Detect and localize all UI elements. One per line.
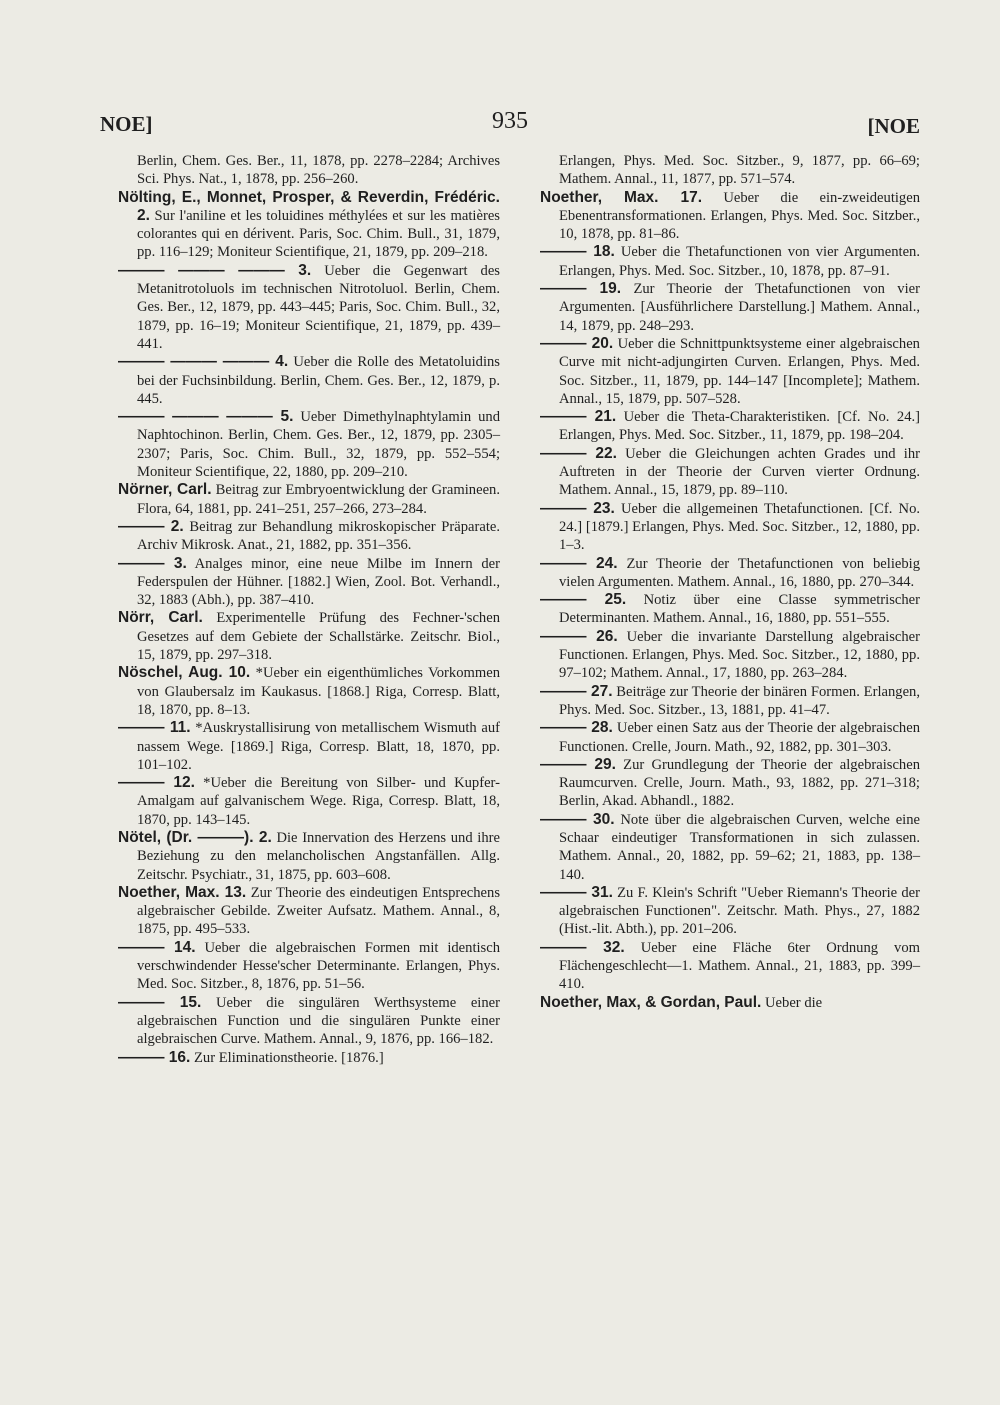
bibliography-entry [540, 408, 920, 445]
bibliography-entry [540, 445, 920, 500]
entry-lead: ——— 15. [118, 993, 202, 1011]
entry-lead: Noether, Max. 17. [540, 188, 703, 206]
entry-lead: Noether, Max. 13. [118, 883, 247, 901]
bibliography-entry [540, 719, 920, 756]
entry-lead: ——— 19. [540, 280, 622, 298]
page-number: 935 [492, 108, 528, 134]
bibliography-entry [540, 591, 920, 628]
bibliography-entry [540, 884, 920, 939]
entry-lead: ——— 31. [540, 883, 613, 901]
bibliography-entry [540, 500, 920, 555]
entry-text: Zu F. Klein's Schrift "Ueber Riemann's Theorie der algebraischen Functionen". Zeitschr. Math. Phys., 27, 1882 (Hist.-lit. Abth.), pp. 201–206. [559, 884, 920, 938]
bibliography-entry [118, 518, 500, 555]
bibliography-entry [540, 939, 920, 994]
entry-lead: Nörr, Carl. [118, 609, 203, 627]
entry-text: Analges minor, eine neue Milbe im Innern der Federspulen der Hühner. [1882.] Wien, Zool. Bot. Verhandl., 32, 1883 (Abh.), pp. 387–410. [137, 555, 500, 609]
entry-text: Ueber die Gleichungen achten Grades und ihr Auftreten in der Theorie der Curven vierter Ordnung. Mathem. Annal., 15, 1879, pp. 89–110. [559, 445, 920, 499]
entry-text: Ueber die allgemeinen Thetafunctionen. [Cf. No. 24.] [1879.] Erlangen, Phys. Med. Soc. Sitzber., 12, 1880, pp. 1–3. [559, 500, 921, 554]
entry-lead: ——— 25. [540, 591, 627, 609]
entry-lead: Noether, Max, & Gordan, Paul. [540, 993, 762, 1011]
entry-text: Sur l'aniline et les toluidines méthylées et sur les matières colorantes qui en dérivent. Paris, Soc. Chim. Bull., 31, 1879, pp. 116–129; Moniteur Scientifique, 21, 1879, pp. 209–218. [137, 207, 500, 261]
entry-text: Zur Eliminationstheorie. [1876.] [194, 1049, 384, 1066]
entry-text: Ueber die invariante Darstellung algebraischer Functionen. Erlangen, Phys. Med. Soc. Sitzber., 12, 1880, pp. 97–102; Mathem. Annal., 17, 1880, pp. 263–284. [559, 628, 920, 682]
entry-lead: ——— 16. [118, 1048, 191, 1066]
bibliography-entry [118, 408, 500, 481]
entry-lead: ——— ——— ——— 4. [118, 353, 289, 371]
bibliography-entry [540, 628, 920, 683]
entry-text: *Ueber die Bereitung von Silber- und Kupfer-Amalgam auf galvanischem Wege. Riga, Corresp. Blatt, 18, 1870, pp. 143–145. [137, 775, 500, 828]
entry-lead: ——— 24. [540, 554, 618, 572]
bibliography-entry [540, 756, 920, 811]
entry-lead: Nörner, Carl. [118, 481, 212, 499]
entry-text: Ueber die Thetafunctionen von vier Argumenten. Erlangen, Phys. Med. Soc. Sitzber., 10, 1878, pp. 87–91. [559, 244, 920, 279]
bibliography-entry [540, 152, 920, 189]
entry-lead: ——— 21. [540, 408, 617, 426]
entry-text: Beiträge zur Theorie der binären Formen. Erlangen, Phys. Med. Soc. Sitzber., 13, 1881, pp. 41–47. [559, 683, 920, 718]
entry-text: Zur Theorie der Thetafunctionen von beliebig vielen Argumenten. Mathem. Annal., 16, 1880, pp. 270–344. [559, 555, 920, 590]
entry-text: *Auskrystallisirung von metallischem Wismuth auf nassem Wege. [1869.] Riga, Corresp. Blatt, 18, 1870, pp. 101–102. [137, 720, 500, 773]
header-right-guide: [NOE [867, 114, 920, 138]
bibliography-entry [540, 189, 920, 244]
bibliography-entry [118, 353, 500, 408]
entry-text: Ueber die ein-zweideutigen Ebenentransformationen. Erlangen, Phys. Med. Soc. Sitzber., 10, 1878, pp. 81–86. [559, 189, 920, 243]
entry-text: Zur Theorie des eindeutigen Entsprechens algebraischer Gebilde. Zweiter Aufsatz. Mathem. Annal., 8, 1875, pp. 495–533. [137, 884, 500, 938]
entry-text: Ueber eine Fläche 6ter Ordnung vom Flächengeschlecht—1. Mathem. Annal., 21, 1883, pp. 399–410. [559, 939, 921, 993]
entry-text: Ueber die [765, 994, 823, 1011]
entry-lead: ——— 14. [118, 938, 196, 956]
entry-text: Experimentelle Prüfung des Fechner-'schen Gesetzes auf dem Gebiete der Schallstärke. Zeitschr. Biol., 15, 1879, pp. 297–318. [137, 610, 500, 664]
bibliography-entry [118, 189, 500, 262]
entry-lead: Nöschel, Aug. 10. [118, 664, 251, 682]
bibliography-entry [118, 939, 500, 994]
entry-lead: Nötel, (Dr. ———). 2. [118, 828, 272, 846]
entry-text: Beitrag zur Behandlung mikroskopischer Präparate. Archiv Mikrosk. Anat., 21, 1882, pp. 351–356. [137, 518, 501, 554]
entry-text: Notiz über eine Classe symmetrischer Determinanten. Mathem. Annal., 16, 1880, pp. 551–555. [559, 592, 920, 627]
entry-text: Ueber einen Satz aus der Theorie der algebraischen Functionen. Crelle, Journ. Math., 92, 1882, pp. 301–303. [559, 720, 920, 755]
entry-text: Berlin, Chem. Ges. Ber., 11, 1878, pp. 2278–2284; Archives Sci. Phys. Nat., 1, 1878, pp. 256–260. [137, 153, 500, 188]
bibliography-entry [118, 719, 500, 774]
entry-text: Die Innervation des Herzens und ihre Beziehung zu den melancholischen Angstanfällen. Allg. Zeitschr. Psychiatr., 31, 1875, pp. 603–608. [137, 829, 500, 883]
entry-lead: ——— 27. [540, 682, 613, 700]
entry-lead: ——— 30. [540, 810, 615, 828]
page-header [100, 108, 920, 148]
entry-text: Erlangen, Phys. Med. Soc. Sitzber., 9, 1877, pp. 66–69; Mathem. Annal., 11, 1877, pp. 571–574. [559, 153, 920, 188]
entry-text: Beitrag zur Embryoentwicklung der Gramineen. Flora, 64, 1881, pp. 241–251, 257–266, 273–284. [137, 482, 500, 517]
entry-text: Ueber die Schnittpunktsysteme einer algebraischen Curve mit nicht-adjungirten Curven. Erlangen, Phys. Med. Soc. Sitzber., 11, 1879, pp. 144–147 [Incomplete]; Mathem. Annal., 15, 1879, pp. 507–528. [559, 335, 920, 407]
bibliography-entry [540, 555, 920, 592]
entry-text: Ueber die Rolle des Metatoluidins bei der Fuchsinbildung. Berlin, Chem. Ges. Ber., 12, 1879, p. 445. [137, 354, 500, 407]
entry-lead: ——— 12. [118, 774, 195, 792]
entry-lead: ——— 11. [118, 719, 191, 737]
bibliography-entry [540, 683, 920, 720]
entry-lead: ——— 29. [540, 755, 616, 773]
bibliography-entry [118, 609, 500, 664]
bibliography-entry [540, 994, 920, 1012]
entry-text: Ueber die algebraischen Formen mit identisch verschwindender Hesse'scher Determinante. Erlangen, Phys. Med. Soc. Sitzber., 8, 1876, pp. 51–56. [137, 939, 501, 993]
entry-text: Ueber die singulären Werthsysteme einer algebraischen Function und die singulären Punkte einer algebraischen Curve. Mathem. Annal., 9, 1876, pp. 166–182. [137, 994, 500, 1048]
bibliography-entry [540, 335, 920, 408]
entry-lead: ——— ——— ——— 3. [118, 261, 312, 279]
right-column [540, 152, 920, 1012]
entry-text: *Ueber ein eigenthümliches Vorkommen von Glaubersalz im Kaukasus. [1868.] Riga, Corresp. Blatt, 18, 1870, pp. 8–13. [137, 665, 500, 718]
bibliography-entry [540, 280, 920, 335]
bibliography-entry [118, 774, 500, 829]
bibliography-entry [118, 1049, 500, 1067]
entry-lead: ——— 2. [118, 517, 184, 535]
entry-text: Zur Theorie der Thetafunctionen von vier Argumenten. [Ausführlichere Darstellung.] Mathem. Annal., 14, 1879, pp. 248–293. [559, 281, 920, 334]
header-left-guide: NOE] [100, 112, 153, 136]
entry-text: Ueber die Theta-Charakteristiken. [Cf. No. 24.] Erlangen, Phys. Med. Soc. Sitzber., 11, 1879, pp. 198–204. [559, 409, 921, 444]
bibliography-entry [118, 152, 500, 189]
entry-lead: ——— 18. [540, 243, 615, 261]
entry-lead: ——— 26. [540, 627, 618, 645]
bibliography-entry [118, 829, 500, 884]
entry-lead: ——— 28. [540, 719, 613, 737]
entry-lead: ——— ——— ——— 5. [118, 408, 294, 426]
entry-text: Ueber Dimethylnaphtylamin und Naphtochinon. Berlin, Chem. Ges. Ber., 12, 1879, pp. 2305–2307; Paris, Soc. Chim. Bull., 32, 1879, pp. 552–554; Moniteur Scientifique, 22, 1880, pp. 209–210. [137, 409, 500, 481]
entry-text: Note über die algebraischen Curven, welche eine Schaar eindeutiger Transformationen in sich zulassen. Mathem. Annal., 20, 1882, pp. 59–62; 21, 1883, pp. 138–140. [559, 811, 920, 883]
entry-lead: ——— 3. [118, 554, 187, 572]
left-column [118, 152, 500, 1067]
bibliography-entry [540, 243, 920, 280]
bibliography-entry [118, 262, 500, 353]
bibliography-entry [540, 811, 920, 884]
bibliography-entry [118, 994, 500, 1049]
entry-text: Ueber die Gegenwart des Metanitrotoluols im technischen Nitrotoluol. Berlin, Chem. Ges. Ber., 12, 1879, pp. 443–445; Paris, Soc. Chim. Bull., 32, 1879, pp. 16–19; Moniteur Scientifique, 21, 1879, pp. 439–441. [137, 262, 500, 352]
bibliography-entry [118, 664, 500, 719]
bibliography-entry [118, 555, 500, 610]
entry-lead: ——— 20. [540, 334, 614, 352]
entry-lead: Nölting, E., Monnet, Prosper, & Reverdin, Frédéric. 2. [118, 188, 500, 224]
bibliography-entry [118, 884, 500, 939]
entry-lead: ——— 22. [540, 444, 617, 462]
bibliography-entry [118, 481, 500, 518]
entry-lead: ——— 23. [540, 499, 615, 517]
entry-lead: ——— 32. [540, 938, 625, 956]
entry-text: Zur Grundlegung der Theorie der algebraischen Raumcurven. Crelle, Journ. Math., 93, 1882, pp. 271–318; Berlin, Akad. Abhandl., 1882. [559, 756, 920, 810]
